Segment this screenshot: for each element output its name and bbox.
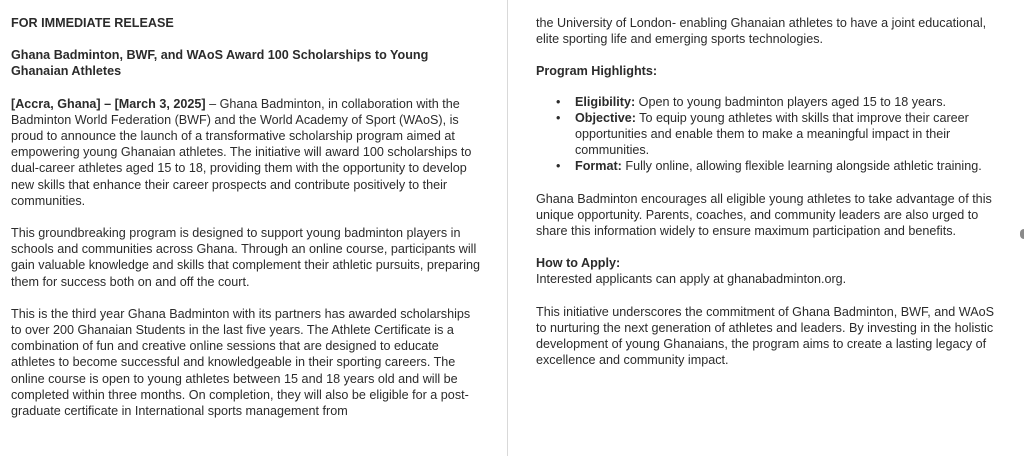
- list-item: [556, 110, 1006, 159]
- headline: Ghana Badminton, BWF, and WAoS Award 100 Scholarships to Young Ghanaian Athletes: [11, 48, 429, 79]
- column-divider: [507, 0, 508, 456]
- intro-paragraph: [11, 96, 483, 209]
- highlight-label: Format:: [575, 159, 622, 174]
- left-column: [11, 15, 483, 435]
- scroll-handle[interactable]: [1020, 229, 1024, 239]
- highlight-text: To equip young athletes with skills that improve their career opportunities and enable them to make a meaningful impact in their communities.: [575, 110, 969, 158]
- highlight-text: Open to young badminton players aged 15 to 18 years.: [635, 94, 947, 109]
- bullet-icon: •: [556, 159, 561, 174]
- dateline: [Accra, Ghana] – [March 3, 2025]: [11, 96, 206, 111]
- right-column: [536, 15, 1006, 384]
- bullet-icon: •: [556, 94, 561, 109]
- encourage-paragraph: Ghana Badminton encourages all eligible young athletes to take advantage of this unique opportunity. Parents, coaches, and community leaders are also urged to share this information widely to ensure maximum participation and benefits.: [536, 191, 992, 239]
- list-item: [556, 158, 1006, 174]
- release-label: FOR IMMEDIATE RELEASE: [11, 16, 174, 30]
- highlight-label: Objective:: [575, 110, 636, 125]
- highlight-text: Fully online, allowing flexible learning alongside athletic training.: [621, 159, 982, 174]
- list-item: [556, 94, 1006, 110]
- closing-paragraph: This initiative underscores the commitment of Ghana Badminton, BWF, and WAoS to nurturing the next generation of athletes and leaders. By investing in the holistic development of young Ghanaians, the program aims to create a lasting legacy of excellence and community impact.: [536, 304, 995, 368]
- program-paragraph: This groundbreaking program is designed to support young badminton players in schools and communities across Ghana. Through an online course, participants will gain valuable knowledge and skills that complement their athletic pursuits, preparing them for success both on and off the court.: [11, 226, 481, 289]
- history-paragraph-continued: the University of London- enabling Ghanaian athletes to have a joint educational, elite sporting life and emerging sports technologies.: [536, 16, 987, 47]
- bullet-icon: •: [556, 110, 561, 125]
- history-paragraph: This is the third year Ghana Badminton with its partners has awarded scholarships to over 200 Ghanaian Students in the last five years. The Athlete Certificate is a combination of fun and creative online sessions that are designed to educate athletes to become successful and knowledgeable in their sporting careers. The online course is open to young athletes between 15 and 18 years old and will be completed within three months. On completion, they will also be eligible for a post-graduate certificate in International sports management from: [11, 306, 471, 419]
- apply-title: How to Apply:: [536, 256, 621, 271]
- intro-text: – Ghana Badminton, in collaboration with the Badminton World Federation (BWF) and the World Academy of Sport (WAoS), is proud to announce the launch of a transformative scholarship program aimed at empowering young Ghanaian athletes. The initiative will award 100 scholarships to dual-career athletes aged 15 to 18, providing them with the opportunity to develop new skills that enhance their career prospects and contribute positively to their communities.: [11, 96, 472, 208]
- highlights-list: [556, 94, 1006, 175]
- apply-text: Interested applicants can apply at ghanabadminton.org.: [536, 272, 847, 287]
- highlight-label: Eligibility:: [575, 94, 636, 109]
- highlights-title: Program Highlights:: [536, 64, 658, 79]
